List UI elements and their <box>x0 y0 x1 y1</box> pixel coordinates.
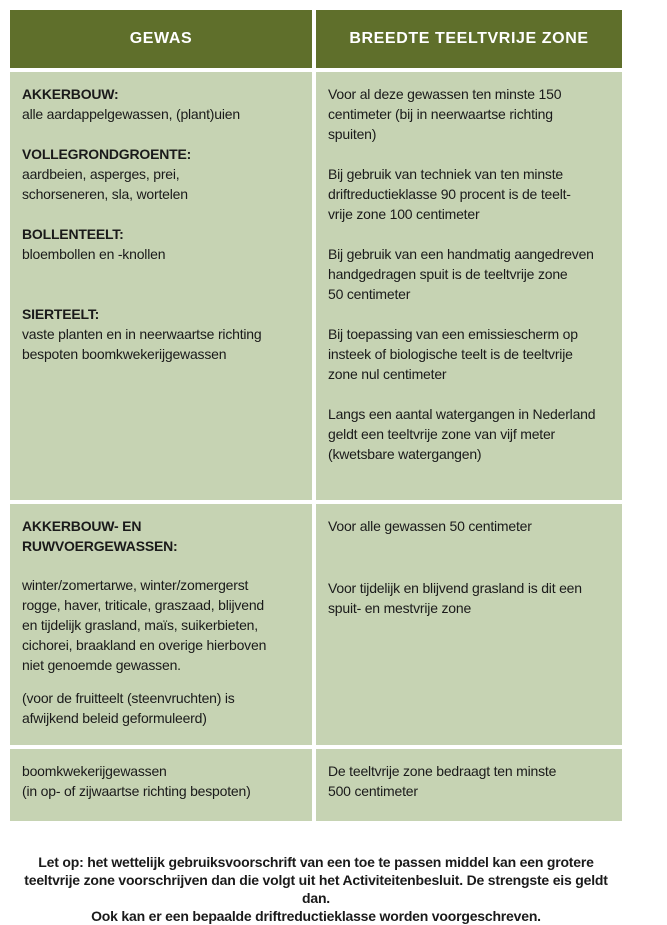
crop-zone-table <box>10 10 622 825</box>
zone-rule: Bij gebruik van een handmatig aangedreven handgedragen spuit is de teeltvrije zone 50 centimeter <box>328 246 594 302</box>
header-breedte: BREEDTE TEELTVRIJE ZONE <box>316 10 622 68</box>
crop-group-text: alle aardappelgewassen, (plant)uien <box>22 106 240 122</box>
table-row <box>10 749 622 821</box>
footnote: Let op: het wettelijk gebruiksvoorschrift van een toe te passen middel kan een grotere teeltvrije zone voorschrijven dan die volgt uit het Activiteitenbesluit. De strengste eis geldt dan. Ook kan er een bepaalde driftreductieklasse worden voorgeschreven. <box>24 854 608 924</box>
section2-zone-grass: Voor tijdelijk en blijvend grasland is dit een spuit- en mestvrije zone <box>328 580 582 616</box>
table-row <box>10 504 622 745</box>
section1-crop-group <box>22 84 300 124</box>
zone-rule: Bij gebruik van techniek van ten minste driftreductieklasse 90 procent is de teelt- vrije zone 100 centimeter <box>328 166 571 222</box>
crop-group-title: BOLLENTEELT: <box>22 226 124 242</box>
crop-group-title: VOLLEGRONDGROENTE: <box>22 146 192 162</box>
section2-fruit-note: (voor de fruitteelt (steenvruchten) is afwijkend beleid geformuleerd) <box>22 690 235 726</box>
zone-rule: Voor al deze gewassen ten minste 150 centimeter (bij in neerwaartse richting spuiten) <box>328 86 562 142</box>
section1-zones <box>316 72 622 500</box>
crop-group-text: aardbeien, asperges, prei, schorseneren, sla, wortelen <box>22 166 188 202</box>
section1-crop-group <box>22 224 300 264</box>
section1-crops <box>10 72 312 500</box>
section2-zone-all: Voor alle gewassen 50 centimeter <box>328 518 532 534</box>
crop-group-title: AKKERBOUW: <box>22 86 119 102</box>
section1-crop-group <box>22 304 300 364</box>
section2-crops <box>10 504 312 745</box>
header-gewas: GEWAS <box>10 10 312 68</box>
section1-crop-group <box>22 144 300 204</box>
zone-rule: Langs een aantal watergangen in Nederland geldt een teeltvrije zone van vijf meter (kwetsbare watergangen) <box>328 406 596 462</box>
section2-title: AKKERBOUW- EN RUWVOERGEWASSEN: <box>22 518 178 554</box>
section2-crop-list: winter/zomertarwe, winter/zomergerst rogge, haver, triticale, graszaad, blijvend en tijdelijk grasland, maïs, suikerbieten, cichorei, braakland en overige hierboven niet genoemde gewassen. <box>22 577 267 673</box>
zone-rule: Bij toepassing van een emissiescherm op insteek of biologische teelt is de teeltvrije zone nul centimeter <box>328 326 578 382</box>
section2-zones <box>316 504 622 745</box>
crop-group-text: bloembollen en -knollen <box>22 246 166 262</box>
section3-crops: boomkwekerijgewassen (in op- of zijwaartse richting bespoten) <box>10 749 312 821</box>
section3-zone: De teeltvrije zone bedraagt ten minste 500 centimeter <box>316 749 622 821</box>
table-header <box>10 10 622 68</box>
crop-group-text: vaste planten en in neerwaartse richting bespoten boomkwekerijgewassen <box>22 326 262 362</box>
table-row <box>10 72 622 500</box>
crop-group-title: SIERTEELT: <box>22 306 100 322</box>
